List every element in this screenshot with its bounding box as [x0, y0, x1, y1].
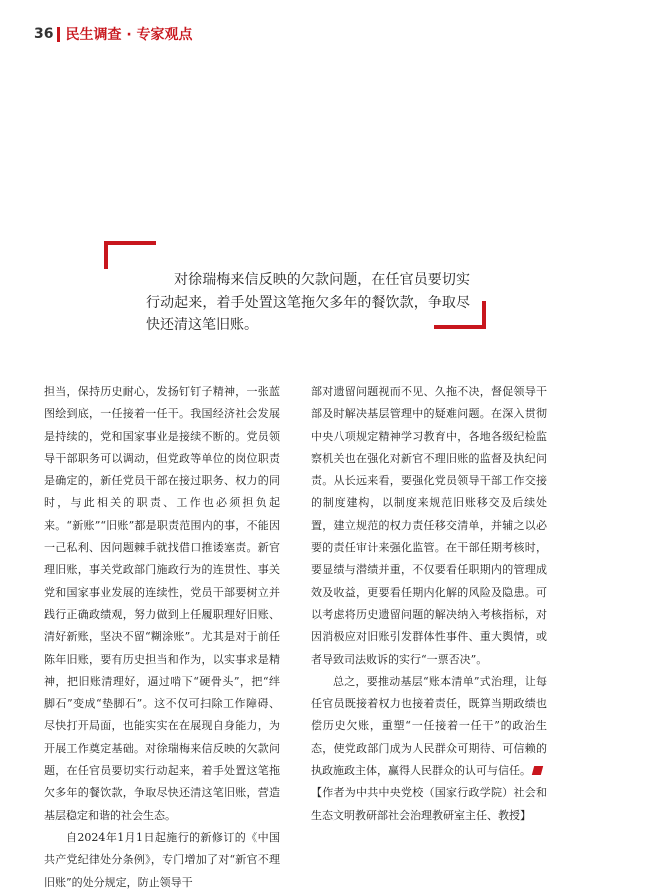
right-paragraph-2-text: 总之，要推动基层“账本清单”式治理，让每任官员既接着权力也接着责任，既算当期政绩也偿历史欠账，重塑“一任接着一任干”的政治生态，使党政部门成为人民群众可期待、可信赖的执政施政主体，赢得人民群众的认可与信任。 — [311, 674, 547, 778]
section-title: 民生调查 · 专家观点 — [65, 27, 193, 43]
left-paragraph-2: 自2024年1月1日起施行的新修订的《中国共产党纪律处分条例》，专门增加了对“新官不理旧账”的处分规定，防止领导干 — [44, 830, 280, 889]
article-end-icon — [532, 766, 543, 775]
left-column — [44, 381, 280, 894]
pull-quote-text: 对徐瑞梅来信反映的欠款问题，在任官员要切实行动起来，着手处置这笔拖欠多年的餐饮款，争取尽快还清这笔旧账。 — [146, 272, 470, 333]
author-note: 【作者为中共中央党校（国家行政学院）社会和生态文明教研部社会治理教研室主任、教授】 — [311, 786, 547, 822]
right-paragraph-2 — [311, 671, 547, 782]
pull-quote — [104, 241, 486, 333]
header-divider-bar — [57, 27, 60, 42]
page-number: 36 — [34, 26, 54, 42]
page-header — [34, 24, 193, 44]
right-paragraph-1: 部对遗留问题视而不见、久拖不决，督促领导干部及时解决基层管理中的疑难问题。在深入贯彻中央八项规定精神学习教育中，各地各级纪检监察机关也在强化对新官不理旧账的监督及执纪问责。从长远来看，要强化党员领导干部工作交接的制度建构，以制度来规范旧账移交及后续处置，建立规范的权力责任移交清单，并辅之以必要的责任审计来强化监管。在干部任期考核时，要显绩与潜绩并重，不仅要看任职期内的管理成效及收益，更要看任期内化解的风险及隐患。可以考虑将历史遗留问题的解决纳入考核指标，对因消极应对旧账引发群体性事件、重大舆情，或者导致司法败诉的实行“一票否决”。 — [311, 385, 547, 666]
right-column — [311, 381, 547, 827]
quote-bracket-top-left-icon — [104, 241, 156, 269]
left-paragraph-1: 担当，保持历史耐心，发扬钉钉子精神，一张蓝图绘到底，一任接着一任干。我国经济社会发展是持续的，党和国家事业是接续不断的。党员领导干部职务可以调动，但党政等单位的岗位职责是确定的，新任党员干部在接过职务、权力的同时，与此相关的职责、工作也必须担负起来。“新账”“旧账”都是职责范围内的事，不能因一己私利、因问题棘手就找借口推诿塞责。新官理旧账，事关党政部门施政行为的连贯性、事关党和国家事业发展的连续性，党员干部要树立并践行正确政绩观，努力做到上任履职理好旧账、清好新账，坚决不留“糊涂账”。尤其是对于前任陈年旧账，要有历史担当和作为，以实事求是精神，把旧账清理好，逼过啃下“硬骨头”，把“绊脚石”变成“垫脚石”。这不仅可扫除工作障碍、尽快打开局面，也能实实在在展现自身能力，为开展工作奠定基础。对徐瑞梅来信反映的欠款问题，在任官员要切实行动起来，着手处置这笔拖欠多年的餐饮款，争取尽快还清这笔旧账，营造基层稳定和谐的社会生态。 — [44, 385, 280, 822]
